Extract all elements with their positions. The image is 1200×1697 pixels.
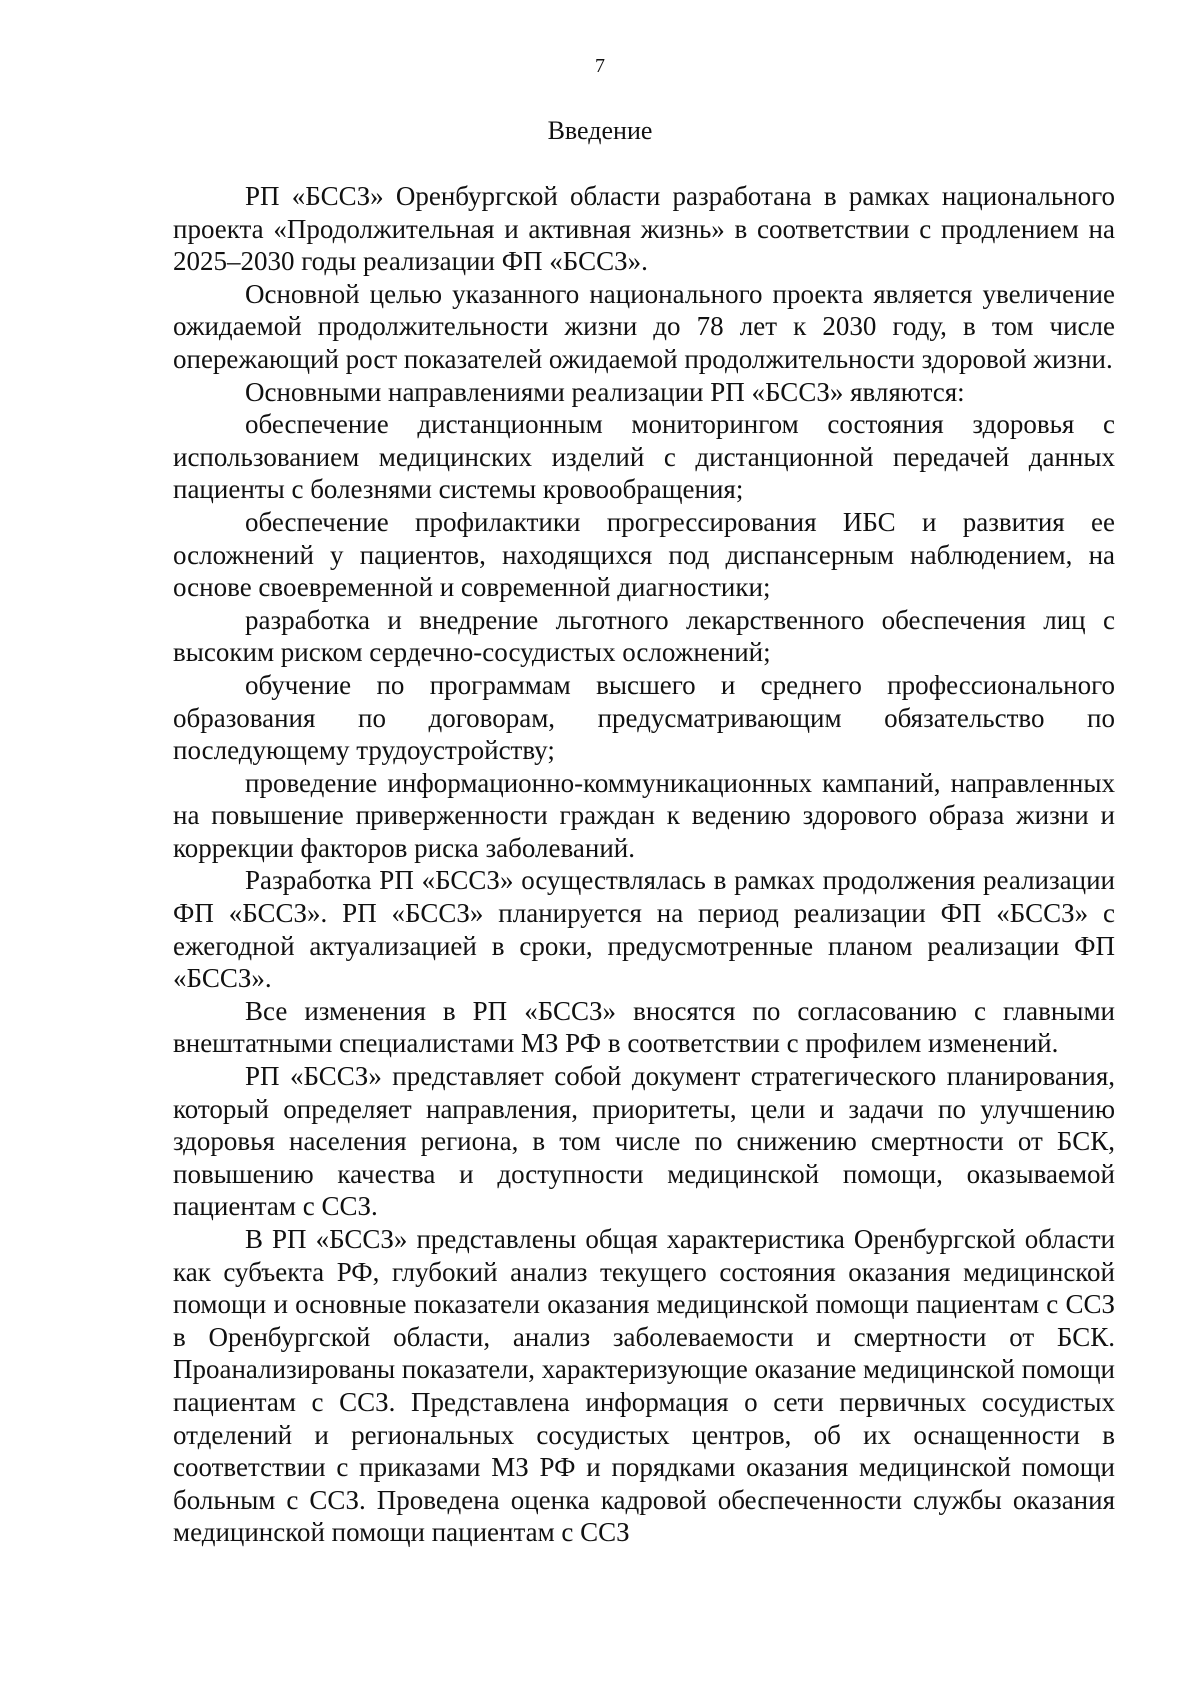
paragraph: обеспечение дистанционным мониторингом состояния здоровья с использованием медицинских изделий с дистанционной передачей данных пациенты с болезнями системы кровообращения; [173,409,1115,505]
page-number: 7 [595,55,605,77]
section-heading: Введение [547,116,653,145]
paragraph: В РП «БССЗ» представлены общая характеристика Оренбургской области как субъекта РФ, глубокий анализ текущего состояния оказания медицинской помощи и основные показатели оказания медицинской помощи пациентам с ССЗ в Оренбургской области, анализ заболеваемости и смертности от БСК. Проанализированы показатели, характеризующие оказание медицинской помощи пациентам с ССЗ. Представлена информация о сети первичных сосудистых отделений и региональных сосудистых центров, об их оснащенности в соответствии с приказами МЗ РФ и порядками оказания медицинской помощи больным с ССЗ. Проведена оценка кадровой обеспеченности службы оказания медицинской помощи пациентам с ССЗ [173,1224,1115,1548]
paragraph: Основной целью указанного национального проекта является увеличение ожидаемой продолжительности жизни до 78 лет к 2030 году, в том числе опережающий рост показателей ожидаемой продолжительности здоровой жизни. [173,278,1115,374]
paragraph: РП «БССЗ» Оренбургской области разработана в рамках национального проекта «Продолжительная и активная жизнь» в соответствии с продлением на 2025–2030 годы реализации ФП «БССЗ». [173,181,1115,277]
paragraph: Все изменения в РП «БССЗ» вносятся по согласованию с главными внештатными специалистами МЗ РФ в соответствии с профилем изменений. [173,995,1115,1059]
paragraph: Разработка РП «БССЗ» осуществлялась в рамках продолжения реализации ФП «БССЗ». РП «БССЗ» планируется на период реализации ФП «БССЗ» с ежегодной актуализацией в сроки, предусмотренные планом реализации ФП «БССЗ». [173,865,1115,994]
paragraph: обеспечение профилактики прогрессирования ИБС и развития ее осложнений у пациентов, находящихся под диспансерным наблюдением, на основе своевременной и современной диагностики; [173,506,1115,603]
paragraph: обучение по программам высшего и среднего профессионального образования по договорам, предусматривающим обязательство по последующему трудоустройству; [173,669,1115,766]
paragraph: разработка и внедрение льготного лекарственного обеспечения лиц с высоким риском сердечно-сосудистых осложнений; [173,604,1115,668]
paragraph: РП «БССЗ» представляет собой документ стратегического планирования, который определяет направления, приоритеты, цели и задачи по улучшению здоровья населения региона, в том числе по снижению смертности от БСК, повышению качества и доступности медицинской помощи, оказываемой пациентам с ССЗ. [173,1061,1115,1222]
body-text [173,180,1115,1549]
paragraph: Основными направлениями реализации РП «БССЗ» являются: [245,376,965,407]
paragraph: проведение информационно-коммуникационных кампаний, направленных на повышение приверженности граждан к ведению здорового образа жизни и коррекции факторов риска заболеваний. [173,767,1115,863]
